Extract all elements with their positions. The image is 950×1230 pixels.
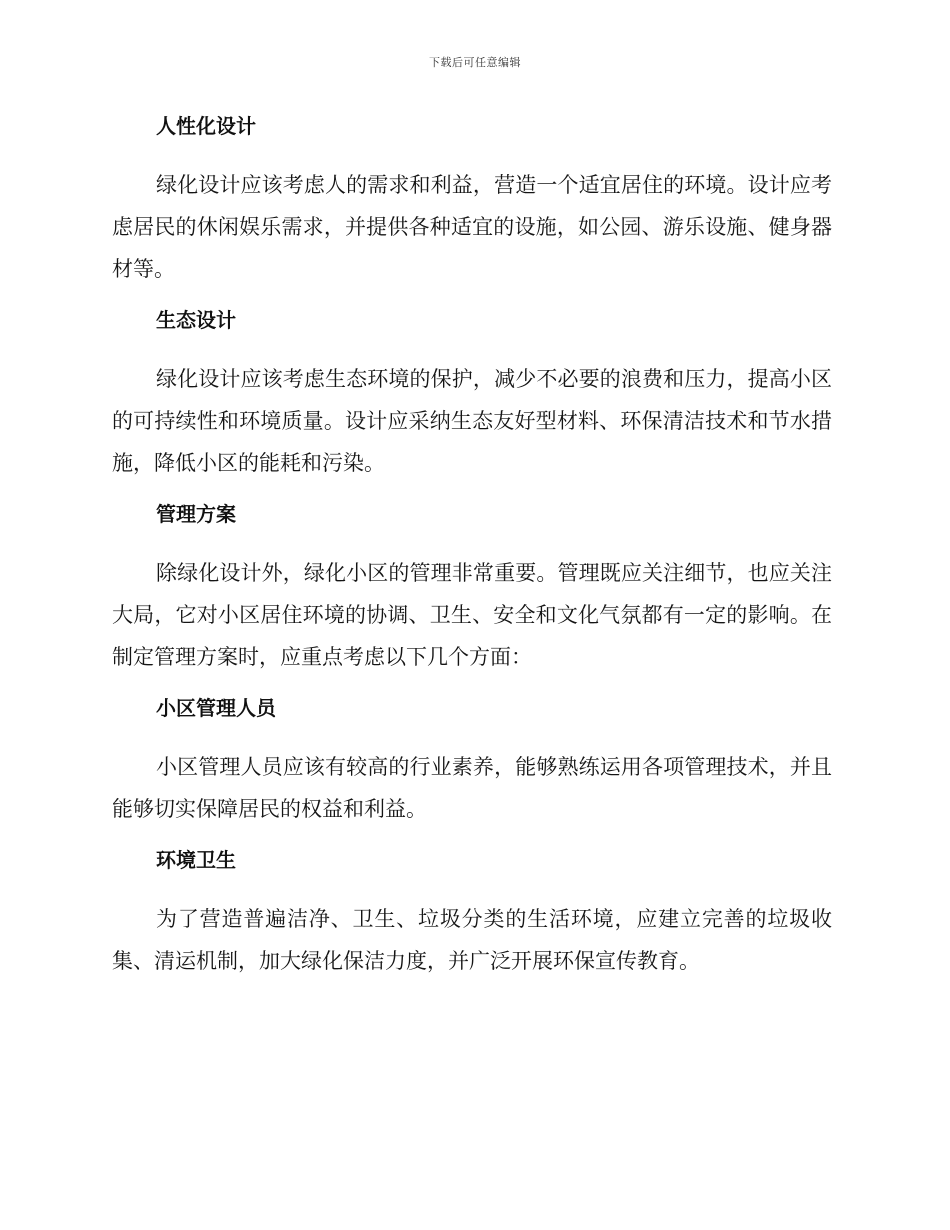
section-heading: 人性化设计: [156, 114, 256, 138]
section-ecological-design: [112, 304, 832, 484]
section-paragraph: 小区管理人员应该有较高的行业素养，能够熟练运用各项管理技术，并且能够切实保障居民的权益和利益。: [112, 755, 832, 821]
document-body: [112, 110, 832, 996]
section-paragraph: 除绿化设计外，绿化小区的管理非常重要。管理既应关注细节，也应关注大局，它对小区居住环境的协调、卫生、安全和文化气氛都有一定的影响。在制定管理方案时，应重点考虑以下几个方面：: [112, 561, 832, 669]
section-heading: 生态设计: [156, 308, 236, 332]
section-heading: 小区管理人员: [156, 696, 276, 720]
section-heading: 环境卫生: [156, 848, 236, 872]
section-paragraph: 绿化设计应该考虑生态环境的保护，减少不必要的浪费和压力，提高小区的可持续性和环境质量。设计应采纳生态友好型材料、环保清洁技术和节水措施，降低小区的能耗和污染。: [112, 367, 832, 475]
section-management-plan: [112, 498, 832, 678]
section-paragraph: 为了营造普遍洁净、卫生、垃圾分类的生活环境，应建立完善的垃圾收集、清运机制，加大绿化保洁力度，并广泛开展环保宣传教育。: [112, 907, 832, 973]
header-note: 下载后可任意编辑: [429, 56, 521, 69]
section-paragraph: 绿化设计应该考虑人的需求和利益，营造一个适宜居住的环境。设计应考虑居民的休闲娱乐需求，并提供各种适宜的设施，如公园、游乐设施、健身器材等。: [112, 173, 832, 281]
section-heading: 管理方案: [156, 502, 236, 526]
section-community-staff: [112, 692, 832, 830]
section-environmental-hygiene: [112, 844, 832, 982]
section-humanized-design: [112, 110, 832, 290]
